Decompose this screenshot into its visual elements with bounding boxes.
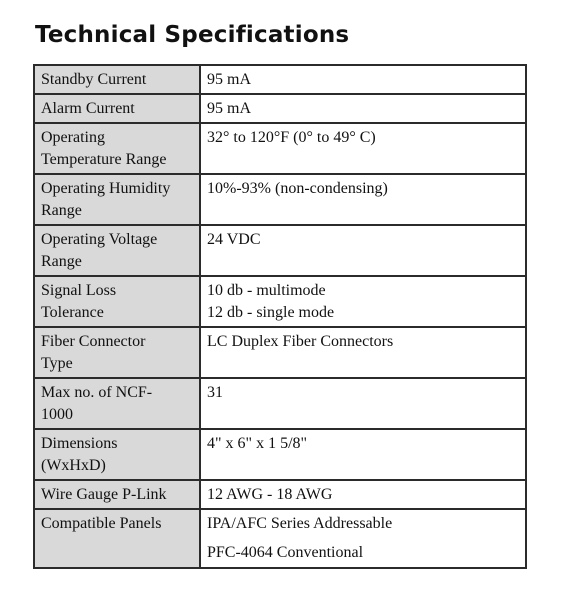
table-row xyxy=(34,378,526,429)
page-title: Technical Specifications xyxy=(35,22,350,48)
specifications-table xyxy=(33,64,527,569)
table-row xyxy=(34,94,526,123)
spec-value: 24 VDC xyxy=(200,225,526,276)
table-row xyxy=(34,429,526,480)
table-row xyxy=(34,123,526,174)
table-row xyxy=(34,327,526,378)
table-row xyxy=(34,174,526,225)
spec-value: 12 AWG - 18 AWG xyxy=(200,480,526,509)
spec-label: Operating Humidity Range xyxy=(34,174,200,225)
spec-label: Dimensions (WxHxD) xyxy=(34,429,200,480)
spec-label: Max no. of NCF- 1000 xyxy=(34,378,200,429)
table-row xyxy=(34,225,526,276)
table-row xyxy=(34,509,526,568)
spec-label: Alarm Current xyxy=(34,94,200,123)
spec-value: LC Duplex Fiber Connectors xyxy=(200,327,526,378)
spec-value: 32° to 120°F (0° to 49° C) xyxy=(200,123,526,174)
spec-label: Operating Voltage Range xyxy=(34,225,200,276)
spec-label: Fiber Connector Type xyxy=(34,327,200,378)
spec-label: Signal Loss Tolerance xyxy=(34,276,200,327)
spec-value: 4" x 6" x 1 5/8" xyxy=(200,429,526,480)
table-row xyxy=(34,65,526,94)
table-row xyxy=(34,276,526,327)
spec-value: IPA/AFC Series Addressable PFC-4064 Conventional xyxy=(200,509,526,568)
spec-label: Wire Gauge P-Link xyxy=(34,480,200,509)
spec-value: 95 mA xyxy=(200,65,526,94)
spec-value: 95 mA xyxy=(200,94,526,123)
spec-label: Compatible Panels xyxy=(34,509,200,568)
spec-label: Operating Temperature Range xyxy=(34,123,200,174)
spec-value: 10 db - multimode 12 db - single mode xyxy=(200,276,526,327)
spec-value: 10%-93% (non-condensing) xyxy=(200,174,526,225)
table-row xyxy=(34,480,526,509)
spec-label: Standby Current xyxy=(34,65,200,94)
spec-value: 31 xyxy=(200,378,526,429)
